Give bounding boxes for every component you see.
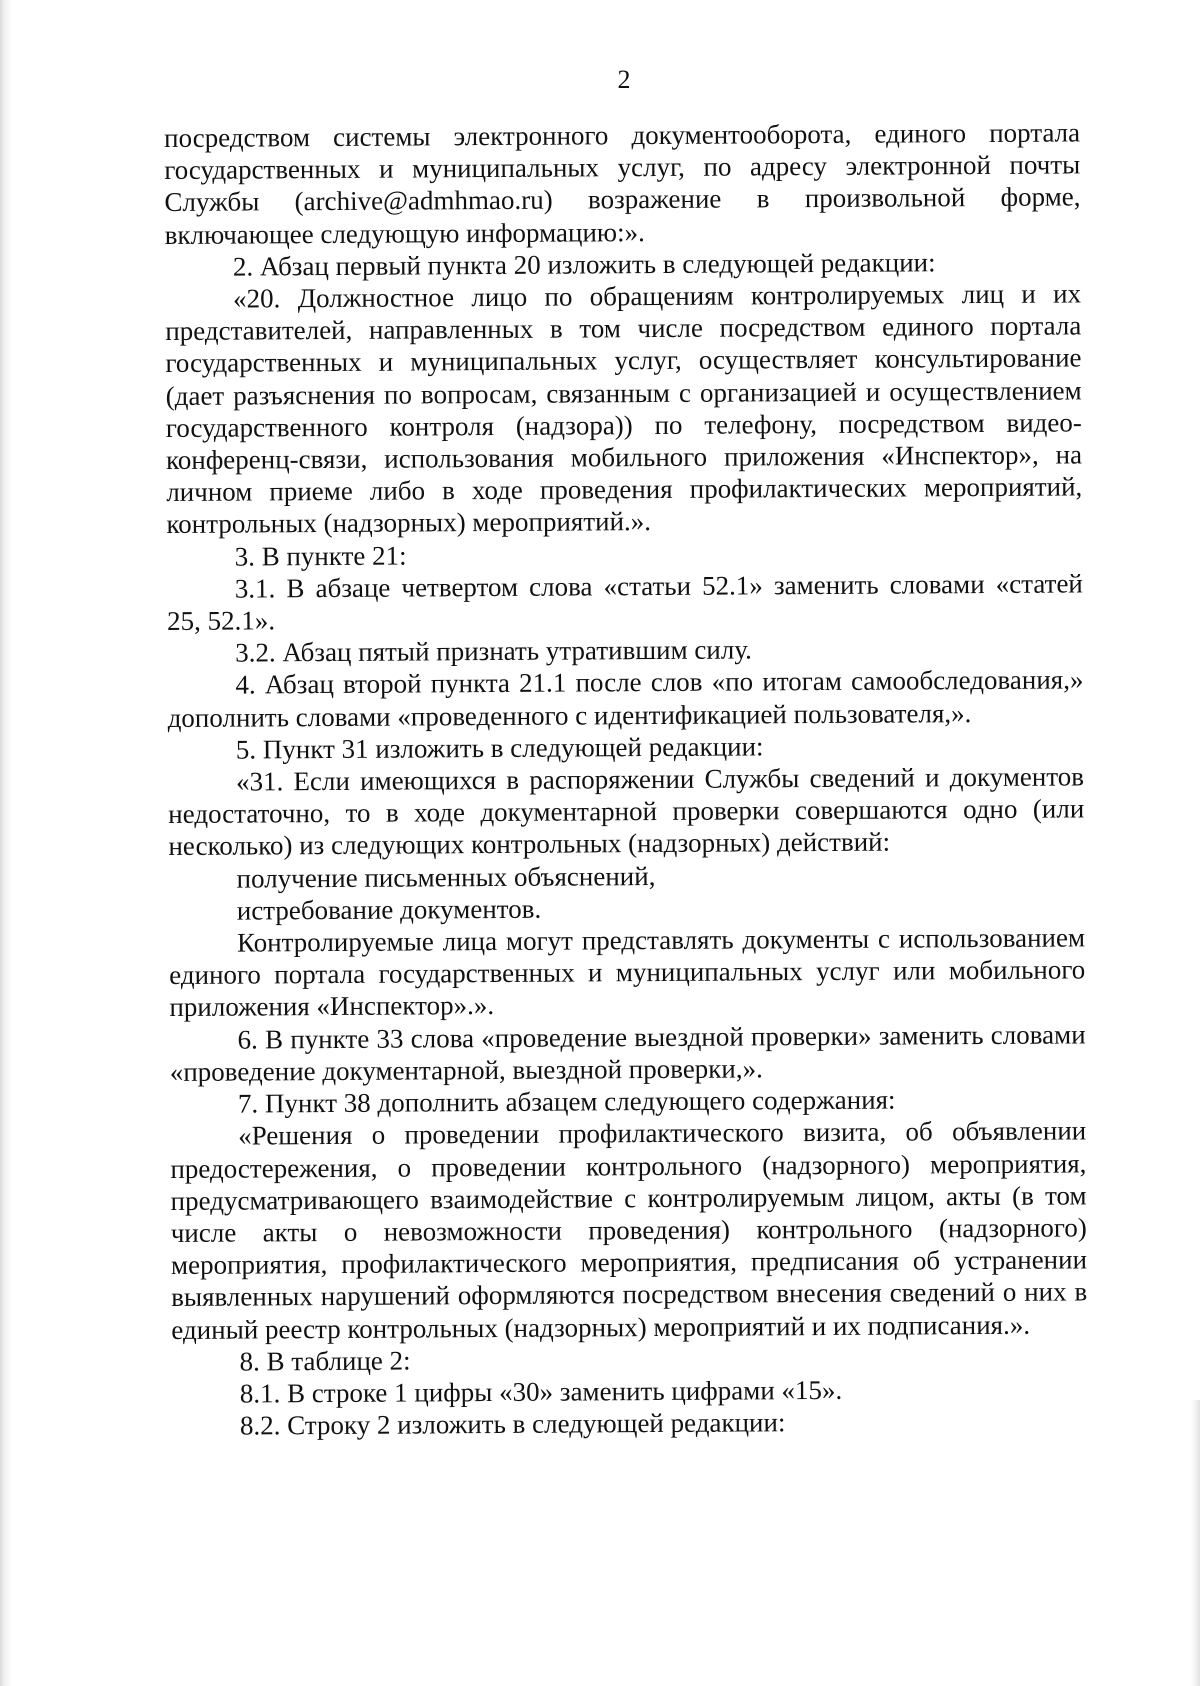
paragraph-17: 8.1. В строке 1 цифры «30» заменить цифрами «15». — [239, 1374, 843, 1409]
page-number: 2 — [617, 65, 631, 94]
paragraph-1: посредством системы электронного документооборота, единого портала государственных и муниципальных услуг, по адресу электронной почты Службы (archive@admhmao.ru) возражение в произвольной форме, включающее следующую информацию:». — [164, 117, 1081, 250]
paragraph-12: Контролируемые лица могут представлять документы с использованием единого портала государственных и муниципальных услуг или мобильного приложения «Инспектор».». — [169, 922, 1086, 1023]
paragraph-13: 6. В пункте 33 слова «проведение выездной проверки» заменить словами «проведение документарной, выездной проверки,». — [169, 1019, 1086, 1087]
paragraph-8: 5. Пункт 31 изложить в следующей редакции: — [235, 731, 764, 765]
paragraph-3: «20. Должностное лицо по обращениям контролируемых лиц и их представителей, направленных в том числе посредством единого портала государственных и муниципальных услуг, осуществляет консультирование (дает разъяснения по вопросам, связанным с организацией и осуществлением государственного контроля (надзора)) по телефону, посредством видео-конференц-связи, использования мобильного приложения «Инспектор», на личном приеме либо в ходе проведения профилактических мероприятий, контрольных (надзорных) мероприятий.». — [165, 278, 1083, 540]
scan-edge-left — [0, 0, 12, 1686]
document-body — [164, 116, 1088, 1442]
paragraph-5: 3.1. В абзаце четвертом слова «статьи 52.1» заменить словами «статей 25, 52.1». — [166, 568, 1083, 637]
paragraph-18: 8.2. Строку 2 изложить в следующей редакции: — [239, 1407, 786, 1441]
paragraph-2: 2. Абзац первый пункта 20 изложить в следующей редакции: — [232, 247, 936, 282]
paragraph-6: 3.2. Абзац пятый признать утратившим силу. — [235, 634, 752, 668]
paragraph-11: истребование документов. — [236, 893, 542, 926]
paragraph-9: «31. Если имеющихся в распоряжении Службы сведений и документов недостаточно, то в ходе документарной проверки совершаются одно (или несколько) из следующих контрольных (надзорных) действий: — [168, 761, 1085, 862]
paragraph-15: «Решения о проведении профилактического визита, об объявлении предостережения, о проведении контрольного (надзорного) мероприятия, предусматривающего взаимодействие с контролируемым лицом, акты (в том числе акты о невозможности проведения) контрольного (надзорного) мероприятия, профилактического мероприятия, предписания об устранении выявленных нарушений оформляются посредством внесения сведений о них в единый реестр контрольных (надзорных) мероприятий и их подписания.». — [170, 1115, 1088, 1345]
paragraph-7: 4. Абзац второй пункта 21.1 после слов «по итогам самообследования,» дополнить словами «проведенного с идентификацией пользователя,». — [167, 664, 1084, 733]
paragraph-14: 7. Пункт 38 дополнить абзацем следующего содержания: — [237, 1084, 896, 1119]
paragraph-4: 3. В пункте 21: — [234, 540, 407, 572]
paragraph-10: получение письменных объяснений, — [236, 860, 656, 894]
scan-edge-right — [1190, 1400, 1200, 1686]
paragraph-16: 8. В таблице 2: — [239, 1345, 411, 1377]
